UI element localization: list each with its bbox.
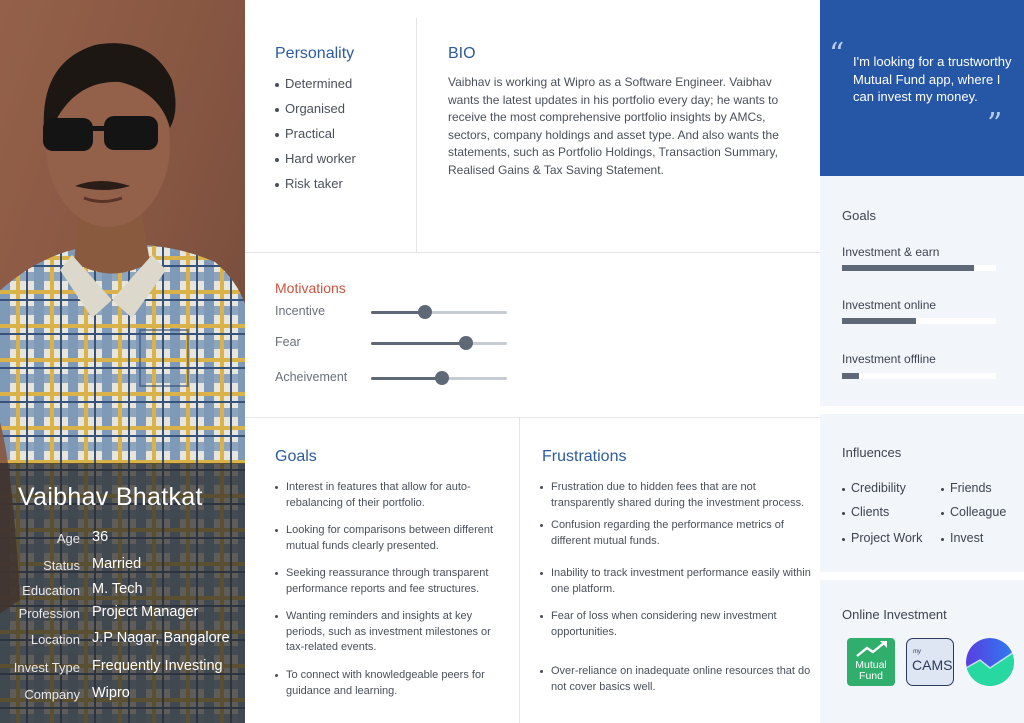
app-label-prefix: my [913, 649, 921, 655]
fact-value: M. Tech [92, 581, 143, 597]
fact-value: Married [92, 556, 142, 572]
list-item: Seeking reassurance through transparent performance reports and fee structures. [275, 566, 500, 597]
list-item: Confusion regarding the performance metrics of different mutual funds. [540, 518, 815, 549]
goal-progress-bar [842, 318, 996, 324]
app-label-line: Fund [859, 670, 883, 682]
slider-knob [418, 305, 432, 319]
list-item: Practical [275, 126, 356, 151]
fact-label: Location [30, 632, 80, 647]
goals-frustrations-divider [519, 418, 520, 723]
motivation-slider [371, 342, 507, 345]
fact-label: Status [43, 558, 80, 573]
open-quote-icon: “ [829, 37, 845, 72]
fact-label: Company [24, 687, 80, 702]
slider-fill [371, 377, 442, 380]
goal-progress-bar [842, 373, 996, 379]
goal-progress-fill [842, 373, 859, 379]
motivation-incentive [275, 302, 515, 322]
right-panel-separator [820, 406, 1024, 414]
motivation-label: Fear [275, 335, 301, 349]
goal-label: Investment & earn [842, 245, 940, 259]
list-item: Risk taker [275, 176, 356, 201]
fact-value: 36 [92, 529, 109, 545]
slider-knob [435, 371, 449, 385]
slider-fill [371, 342, 466, 345]
fact-profession [0, 606, 245, 628]
list-item: Organised [275, 101, 356, 126]
list-item: Looking for comparisons between different mutual funds clearly presented. [275, 523, 500, 554]
fact-label: Profession [18, 606, 80, 621]
mutual-fund-app-icon [847, 638, 895, 686]
influence-item: Colleague [941, 505, 1006, 519]
fact-value: Wipro [92, 685, 130, 701]
list-item: Fear of loss when considering new investment opportunities. [540, 609, 815, 640]
motivation-section-divider [245, 417, 820, 418]
online-investment-title: Online Investment [842, 607, 947, 622]
slider-fill [371, 311, 425, 314]
frustrations-title: Frustrations [542, 448, 627, 465]
fact-label: Age [56, 531, 80, 546]
fact-company [0, 687, 245, 709]
personality-bio-divider [416, 18, 417, 252]
motivation-slider [371, 377, 507, 380]
motivation-achievement [275, 368, 515, 388]
fact-education [0, 583, 245, 605]
list-item: Over-reliance on inadequate online resources that do not cover basics well. [540, 664, 815, 695]
motivation-slider [371, 311, 507, 314]
mycams-app-icon [906, 638, 954, 686]
fact-location [0, 632, 245, 654]
goal-progress-fill [842, 265, 974, 271]
influence-item: Invest [941, 531, 983, 545]
growth-app-icon [966, 638, 1014, 686]
bio-title: BIO [448, 45, 476, 62]
motivation-fear [275, 333, 515, 353]
quote-text: I'm looking for a trustworthy Mutual Fund app, where I can invest my money. [853, 54, 1012, 104]
fact-label: Invest Type [13, 660, 80, 675]
influence-item: Friends [941, 481, 992, 495]
bio-text: Vaibhav is working at Wipro as a Software Engineer. Vaibhav wants the latest updates in his portfolio every day; he wants to receive the most comprehensive portfolio insights by AMCs, sectors, company holdings and asset type. And also wants the statements, such as Portfolio Holdings, Transaction Summary, Realised Gains & Tax Saving Statement. [448, 75, 779, 177]
personality-list [275, 76, 356, 201]
personality-title: Personality [275, 45, 355, 62]
right-panel-separator [820, 572, 1024, 580]
goal-progress-bar [842, 265, 996, 271]
goal-progress-fill [842, 318, 916, 324]
goals-title: Goals [275, 448, 317, 465]
motivation-label: Acheivement [275, 370, 348, 384]
fact-age [0, 531, 245, 553]
persona-name: Vaibhav Bhatkat [18, 483, 203, 511]
trend-arrow-icon [847, 638, 895, 660]
list-item: To connect with knowledgeable peers for guidance and learning. [275, 668, 500, 699]
list-item: Wanting reminders and insights at key periods, such as investment milestones or tax-related events. [275, 609, 500, 656]
fact-value: Frequently Investing [92, 658, 223, 674]
fact-value: Project Manager [92, 604, 199, 620]
motivation-label: Incentive [275, 304, 326, 318]
fact-label: Education [22, 583, 80, 598]
side-goals-title: Goals [842, 208, 876, 223]
list-item: Determined [275, 76, 356, 101]
list-item: Frustration due to hidden fees that are not transparently shared during the investment process. [540, 480, 815, 511]
list-item: Inability to track investment performance easily within one platform. [540, 566, 815, 597]
list-item: Interest in features that allow for auto-rebalancing of their portfolio. [275, 480, 500, 511]
influence-item: Project Work [842, 531, 922, 545]
influence-item: Clients [842, 505, 889, 519]
fact-value: J.P Nagar, Bangalore [92, 630, 230, 646]
goal-label: Investment online [842, 298, 937, 312]
top-section-divider [245, 252, 820, 253]
list-item: Hard worker [275, 151, 356, 176]
influences-title: Influences [842, 445, 902, 460]
slider-knob [459, 336, 473, 350]
goal-label: Investment offline [842, 352, 936, 366]
fact-invest-type [0, 660, 245, 682]
app-label: CAMS [912, 657, 953, 673]
influence-item: Credibility [842, 481, 906, 495]
close-quote-icon: ” [987, 107, 1003, 142]
motivations-title: Motivations [275, 280, 346, 296]
app-label-line: Mutual [855, 659, 887, 671]
fact-status [0, 558, 245, 580]
